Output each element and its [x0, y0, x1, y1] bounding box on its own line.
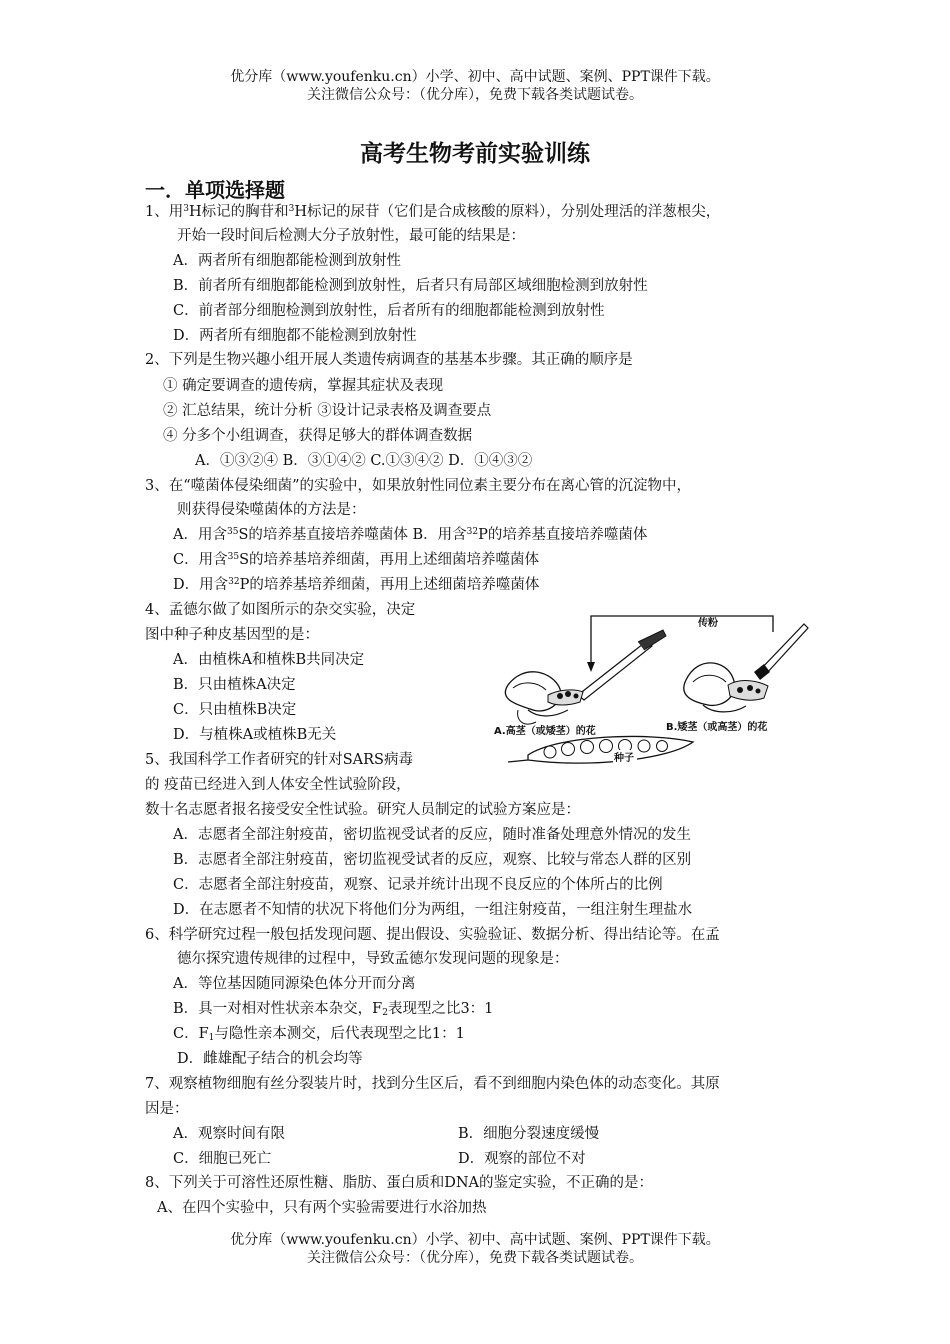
q4-stem-line-1: 4、孟德尔做了如图所示的杂交实验，决定	[145, 602, 416, 618]
q5-stem-line-1: 5、我国科学工作者研究的针对SARS病毒	[145, 752, 413, 768]
pollination-label: 传粉	[698, 618, 718, 629]
q6-stem-line-2: 德尔探究遗传规律的过程中，导致孟德尔发现问题的现象是：	[177, 951, 569, 967]
q2-step-1: ① 确定要调查的遗传病，掌握其症状及表现	[163, 378, 444, 394]
q1-option-d: D．两者所有细胞都不能检测到放射性	[173, 328, 417, 344]
q2-options: A．①③②④ B．③①④② C.①③④② D．①④③②	[195, 453, 533, 469]
q6-option-a: A．等位基因随同源染色体分开而分离	[173, 976, 416, 992]
q7-option-b: B．细胞分裂速度缓慢	[458, 1126, 600, 1142]
q3-option-a-b: A．用含$^{35}$S的培养基直接培养噬菌体 B．用含$^{32}$P的培养基直接培养噬菌体	[173, 527, 648, 543]
q6-option-c: C．$F_1$与隐性亲本测交，后代表现型之比1：1	[173, 1026, 465, 1043]
flower-a-label: A.高茎（或矮茎）的花	[494, 726, 596, 737]
q1-stem-line-1: 1、用$^3$H标记的胸苷和$^3$H标记的尿苷（它们是合成核酸的原料），分别处理活的洋葱根尖，	[145, 204, 721, 220]
flower-a-icon	[505, 672, 583, 724]
header-line-2: 关注微信公众号：（优分库），免费下载各类试题试卷。	[307, 87, 643, 103]
q1-option-a: A．两者所有细胞都能检测到放射性	[173, 253, 401, 269]
q3-option-c: C．用含$^{35}$S的培养基培养细菌，再用上述细菌培养噬菌体	[173, 552, 539, 568]
q5-stem-line-3: 数十名志愿者报名接受安全性试验。研究人员制定的试验方案应是：	[145, 802, 580, 818]
pollination-arrow-head	[587, 662, 595, 672]
q4-option-c: C．只由植株B决定	[173, 702, 297, 718]
pollination-arrow-line	[591, 616, 773, 668]
q2-step-2-3: ② 汇总结果，统计分析 ③设计记录表格及调查要点	[163, 403, 492, 419]
q4-option-d: D．与植株A或植株B无关	[173, 727, 337, 743]
q4-option-b: B．只由植株A决定	[173, 677, 296, 693]
q5-option-c: C．志愿者全部注射疫苗，观察、记录并统计出现不良反应的个体所占的比例	[173, 877, 663, 893]
q8-stem: 8、下列关于可溶性还原性糖、脂肪、蛋白质和DNA的鉴定实验，不正确的是：	[145, 1175, 654, 1191]
q5-option-b: B．志愿者全部注射疫苗，密切监视受试者的反应，观察、比较与常态人群的区别	[173, 852, 692, 868]
q5-option-a: A．志愿者全部注射疫苗，密切监视受试者的反应，随时准备处理意外情况的发生	[173, 827, 691, 843]
q7-stem-line-1: 7、观察植物细胞有丝分裂装片时，找到分生区后，看不到细胞内染色体的动态变化。其原	[145, 1076, 720, 1092]
q3-option-d: D．用含$^{32}$P的培养基培养细菌，再用上述细菌培养噬菌体	[173, 577, 540, 593]
q1-option-b: B．前者所有细胞都能检测到放射性，后者只有局部区域细胞检测到放射性	[173, 278, 648, 294]
q8-option-a: A、在四个实验中，只有两个实验需要进行水浴加热	[157, 1200, 487, 1216]
footer-line-1: 优分库（www.youfenku.cn）小学、初中、高中试题、案例、PPT课件下载。	[230, 1232, 720, 1248]
header-line-1: 优分库（www.youfenku.cn）小学、初中、高中试题、案例、PPT课件下载。	[230, 69, 720, 85]
q7-option-d: D．观察的部位不对	[458, 1151, 586, 1167]
cross-pollination-figure	[488, 610, 813, 778]
q7-option-a: A．观察时间有限	[173, 1126, 285, 1142]
tweezers-icon	[578, 640, 652, 700]
q7-option-c: C．细胞已死亡	[173, 1151, 272, 1167]
q5-option-d: D．在志愿者不知情的状况下将他们分为两组，一组注射疫苗，一组注射生理盐水	[173, 902, 693, 918]
q1-option-c: C．前者部分细胞检测到放射性，后者所有的细胞都能检测到放射性	[173, 303, 605, 319]
brush-icon	[760, 624, 808, 674]
q4-stem-line-2: 图中种子种皮基因型的是：	[145, 627, 319, 643]
seed-label: 种子	[614, 753, 634, 764]
section-heading: 一．单项选择题	[145, 178, 285, 202]
pea-pod-icon	[508, 736, 693, 763]
q3-stem-line-2: 则获得侵染噬菌体的方法是：	[177, 502, 366, 518]
q5-stem-line-2: 的 疫苗已经进入到人体安全性试验阶段，	[145, 777, 411, 793]
q2-step-4: ④ 分多个小组调查，获得足够大的群体调查数据	[163, 428, 473, 444]
q6-stem-line-1: 6、科学研究过程一般包括发现问题、提出假设、实验验证、数据分析、得出结论等。在孟	[145, 927, 720, 943]
q2-stem: 2、下列是生物兴趣小组开展人类遗传病调查的基基本步骤。其正确的顺序是	[145, 352, 633, 368]
q6-option-d: D．雌雄配子结合的机会均等	[177, 1051, 363, 1067]
q1-stem-line-2: 开始一段时间后检测大分子放射性，最可能的结果是：	[177, 228, 525, 244]
q3-stem-line-1: 3、在“噬菌体侵染细菌”的实验中，如果放射性同位素主要分布在离心管的沉淀物中，	[145, 478, 692, 494]
q7-stem-line-2: 因是：	[145, 1101, 189, 1117]
flower-b-icon	[684, 663, 768, 712]
footer-line-2: 关注微信公众号：（优分库），免费下载各类试题试卷。	[307, 1250, 643, 1266]
q6-option-b: B．具一对相对性状亲本杂交，$F_2$表现型之比3：1	[173, 1001, 494, 1018]
flower-b-label: B.矮茎（或高茎）的花	[666, 722, 768, 733]
page-title: 高考生物考前实验训练	[360, 141, 590, 167]
q4-option-a: A．由植株A和植株B共同决定	[173, 652, 365, 668]
